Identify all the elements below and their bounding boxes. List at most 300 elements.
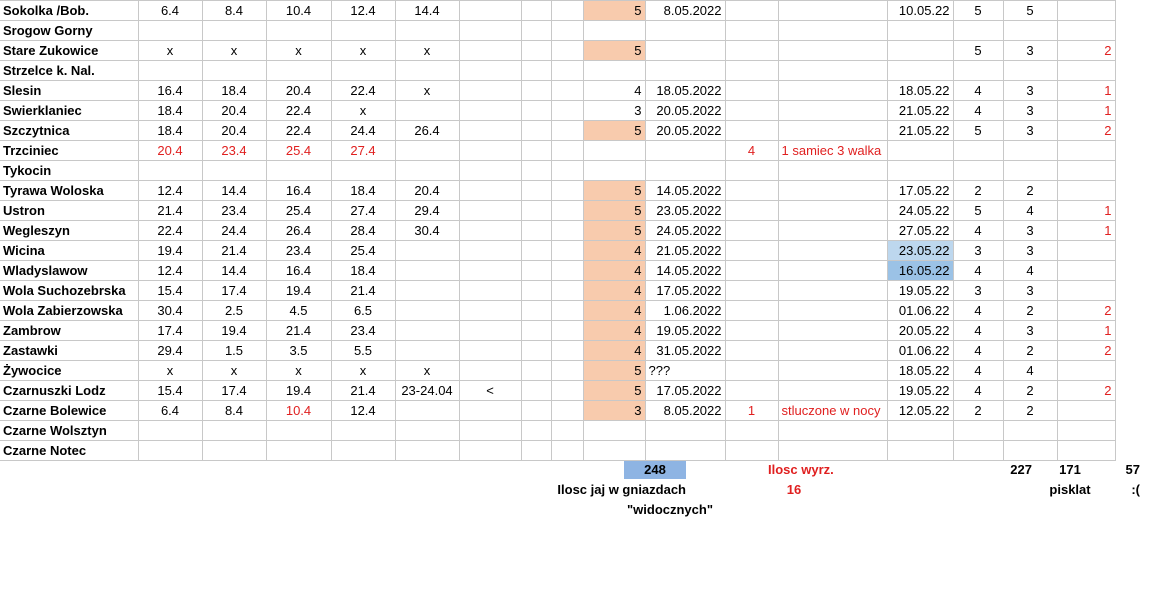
- eggs-count-cell[interactable]: 4: [583, 301, 645, 321]
- date1-cell[interactable]: [645, 141, 725, 161]
- date-cell[interactable]: 17.4: [138, 321, 202, 341]
- date-cell[interactable]: [138, 441, 202, 461]
- date-cell[interactable]: [395, 161, 459, 181]
- count-c1-cell[interactable]: 5: [953, 121, 1003, 141]
- count-cell[interactable]: [725, 361, 778, 381]
- count-c1-cell[interactable]: 3: [953, 281, 1003, 301]
- count-cell[interactable]: [725, 181, 778, 201]
- count-c2-cell[interactable]: 2: [1003, 301, 1057, 321]
- date2-cell[interactable]: [887, 21, 953, 41]
- date-cell[interactable]: [331, 161, 395, 181]
- date1-cell[interactable]: 23.05.2022: [645, 201, 725, 221]
- date-cell[interactable]: 24.4: [202, 221, 266, 241]
- date2-cell[interactable]: 01.06.22: [887, 301, 953, 321]
- eggs-count-cell[interactable]: 5: [583, 121, 645, 141]
- count-cell[interactable]: [725, 21, 778, 41]
- date-cell[interactable]: 20.4: [202, 121, 266, 141]
- note-cell[interactable]: [778, 41, 887, 61]
- date-cell[interactable]: 6.4: [138, 401, 202, 421]
- empty-cell[interactable]: [551, 81, 583, 101]
- date1-cell[interactable]: 31.05.2022: [645, 341, 725, 361]
- date-cell[interactable]: 12.4: [331, 401, 395, 421]
- date-cell[interactable]: 18.4: [331, 261, 395, 281]
- date-cell[interactable]: [459, 221, 521, 241]
- date-cell[interactable]: [395, 441, 459, 461]
- empty-cell[interactable]: [551, 61, 583, 81]
- date-cell[interactable]: [459, 301, 521, 321]
- date-cell[interactable]: [459, 341, 521, 361]
- date-cell[interactable]: [459, 261, 521, 281]
- location-name[interactable]: Wola Suchozebrska: [0, 281, 138, 301]
- count-c1-cell[interactable]: 4: [953, 261, 1003, 281]
- date-cell[interactable]: 18.4: [331, 181, 395, 201]
- date-cell[interactable]: 25.4: [266, 201, 331, 221]
- note-cell[interactable]: [778, 181, 887, 201]
- date-cell[interactable]: <: [459, 381, 521, 401]
- note-cell[interactable]: [778, 21, 887, 41]
- date-cell[interactable]: 25.4: [266, 141, 331, 161]
- date-cell[interactable]: [459, 201, 521, 221]
- eggs-count-cell[interactable]: 4: [583, 81, 645, 101]
- location-name[interactable]: Zambrow: [0, 321, 138, 341]
- date2-cell[interactable]: 18.05.22: [887, 361, 953, 381]
- date1-cell[interactable]: 17.05.2022: [645, 281, 725, 301]
- date-cell[interactable]: 8.4: [202, 1, 266, 21]
- count-cell[interactable]: [725, 161, 778, 181]
- count-cell[interactable]: [725, 341, 778, 361]
- eggs-count-cell[interactable]: 5: [583, 1, 645, 21]
- count-c1-cell[interactable]: 4: [953, 321, 1003, 341]
- location-name[interactable]: Czarnuszki Lodz: [0, 381, 138, 401]
- date-cell[interactable]: [459, 41, 521, 61]
- date-cell[interactable]: [331, 421, 395, 441]
- date-cell[interactable]: 21.4: [202, 241, 266, 261]
- location-name[interactable]: Szczytnica: [0, 121, 138, 141]
- location-name[interactable]: Ustron: [0, 201, 138, 221]
- date-cell[interactable]: 23.4: [202, 201, 266, 221]
- count-c3-cell[interactable]: [1057, 421, 1115, 441]
- date-cell[interactable]: 6.4: [138, 1, 202, 21]
- empty-cell[interactable]: [521, 341, 551, 361]
- date-cell[interactable]: 18.4: [138, 121, 202, 141]
- note-cell[interactable]: [778, 341, 887, 361]
- empty-cell[interactable]: [551, 301, 583, 321]
- date-cell[interactable]: 2.5: [202, 301, 266, 321]
- note-cell[interactable]: [778, 321, 887, 341]
- empty-cell[interactable]: [551, 21, 583, 41]
- date2-cell[interactable]: 23.05.22: [887, 241, 953, 261]
- date2-cell[interactable]: 21.05.22: [887, 101, 953, 121]
- date-cell[interactable]: [331, 61, 395, 81]
- date-cell[interactable]: 8.4: [202, 401, 266, 421]
- date2-cell[interactable]: 16.05.22: [887, 261, 953, 281]
- date-cell[interactable]: 29.4: [395, 201, 459, 221]
- location-name[interactable]: Slesin: [0, 81, 138, 101]
- date-cell[interactable]: [459, 401, 521, 421]
- date-cell[interactable]: [459, 241, 521, 261]
- count-c3-cell[interactable]: [1057, 181, 1115, 201]
- location-name[interactable]: Swierklaniec: [0, 101, 138, 121]
- date2-cell[interactable]: 10.05.22: [887, 1, 953, 21]
- date-cell[interactable]: 20.4: [138, 141, 202, 161]
- location-name[interactable]: Tyrawa Woloska: [0, 181, 138, 201]
- eggs-count-cell[interactable]: [583, 21, 645, 41]
- count-c2-cell[interactable]: [1003, 61, 1057, 81]
- count-cell[interactable]: 1: [725, 401, 778, 421]
- date-cell[interactable]: 14.4: [202, 181, 266, 201]
- date-cell[interactable]: 6.5: [331, 301, 395, 321]
- empty-cell[interactable]: [521, 101, 551, 121]
- count-c2-cell[interactable]: [1003, 141, 1057, 161]
- count-c3-cell[interactable]: 2: [1057, 121, 1115, 141]
- date1-cell[interactable]: 20.05.2022: [645, 121, 725, 141]
- date-cell[interactable]: [266, 161, 331, 181]
- date-cell[interactable]: 1.5: [202, 341, 266, 361]
- note-cell[interactable]: [778, 361, 887, 381]
- date-cell[interactable]: [202, 161, 266, 181]
- date-cell[interactable]: 5.5: [331, 341, 395, 361]
- date-cell[interactable]: 16.4: [138, 81, 202, 101]
- count-c3-cell[interactable]: [1057, 281, 1115, 301]
- empty-cell[interactable]: [521, 421, 551, 441]
- count-c2-cell[interactable]: 3: [1003, 221, 1057, 241]
- count-cell[interactable]: [725, 381, 778, 401]
- date-cell[interactable]: 23-24.04: [395, 381, 459, 401]
- empty-cell[interactable]: [521, 301, 551, 321]
- date-cell[interactable]: [138, 161, 202, 181]
- date-cell[interactable]: 23.4: [331, 321, 395, 341]
- date1-cell[interactable]: 19.05.2022: [645, 321, 725, 341]
- date1-cell[interactable]: 17.05.2022: [645, 381, 725, 401]
- date-cell[interactable]: 12.4: [138, 181, 202, 201]
- count-c1-cell[interactable]: [953, 161, 1003, 181]
- date-cell[interactable]: [138, 21, 202, 41]
- count-c2-cell[interactable]: 5: [1003, 1, 1057, 21]
- count-c3-cell[interactable]: 1: [1057, 221, 1115, 241]
- date-cell[interactable]: [459, 421, 521, 441]
- date-cell[interactable]: 19.4: [266, 281, 331, 301]
- note-cell[interactable]: [778, 381, 887, 401]
- date-cell[interactable]: [395, 421, 459, 441]
- date2-cell[interactable]: 17.05.22: [887, 181, 953, 201]
- date2-cell[interactable]: 20.05.22: [887, 321, 953, 341]
- count-c1-cell[interactable]: [953, 61, 1003, 81]
- count-c2-cell[interactable]: 3: [1003, 41, 1057, 61]
- count-c3-cell[interactable]: [1057, 361, 1115, 381]
- count-c2-cell[interactable]: 2: [1003, 341, 1057, 361]
- date2-cell[interactable]: 27.05.22: [887, 221, 953, 241]
- count-c3-cell[interactable]: [1057, 61, 1115, 81]
- empty-cell[interactable]: [551, 381, 583, 401]
- date2-cell[interactable]: 12.05.22: [887, 401, 953, 421]
- count-c2-cell[interactable]: 3: [1003, 81, 1057, 101]
- date-cell[interactable]: [395, 261, 459, 281]
- date2-cell[interactable]: [887, 61, 953, 81]
- count-cell[interactable]: [725, 281, 778, 301]
- note-cell[interactable]: [778, 61, 887, 81]
- date-cell[interactable]: [266, 441, 331, 461]
- count-c2-cell[interactable]: [1003, 21, 1057, 41]
- date-cell[interactable]: [395, 301, 459, 321]
- date-cell[interactable]: [459, 361, 521, 381]
- date2-cell[interactable]: [887, 421, 953, 441]
- date-cell[interactable]: [395, 101, 459, 121]
- date-cell[interactable]: [459, 281, 521, 301]
- count-c2-cell[interactable]: [1003, 421, 1057, 441]
- count-c1-cell[interactable]: 4: [953, 221, 1003, 241]
- eggs-count-cell[interactable]: [583, 161, 645, 181]
- count-c3-cell[interactable]: 2: [1057, 341, 1115, 361]
- count-cell[interactable]: [725, 301, 778, 321]
- date-cell[interactable]: 25.4: [331, 241, 395, 261]
- date1-cell[interactable]: ???: [645, 361, 725, 381]
- date-cell[interactable]: [395, 141, 459, 161]
- date-cell[interactable]: 18.4: [138, 101, 202, 121]
- count-c3-cell[interactable]: [1057, 161, 1115, 181]
- date-cell[interactable]: [266, 21, 331, 41]
- date-cell[interactable]: [459, 21, 521, 41]
- date-cell[interactable]: 19.4: [202, 321, 266, 341]
- empty-cell[interactable]: [551, 441, 583, 461]
- eggs-count-cell[interactable]: 5: [583, 181, 645, 201]
- date-cell[interactable]: [459, 1, 521, 21]
- date-cell[interactable]: 22.4: [138, 221, 202, 241]
- empty-cell[interactable]: [521, 141, 551, 161]
- empty-cell[interactable]: [521, 321, 551, 341]
- date-cell[interactable]: x: [266, 41, 331, 61]
- note-cell[interactable]: [778, 261, 887, 281]
- date-cell[interactable]: 27.4: [331, 141, 395, 161]
- count-cell[interactable]: [725, 61, 778, 81]
- count-c3-cell[interactable]: 2: [1057, 301, 1115, 321]
- note-cell[interactable]: [778, 421, 887, 441]
- date-cell[interactable]: 26.4: [266, 221, 331, 241]
- empty-cell[interactable]: [551, 421, 583, 441]
- count-c3-cell[interactable]: [1057, 441, 1115, 461]
- note-cell[interactable]: [778, 121, 887, 141]
- eggs-count-cell[interactable]: [583, 441, 645, 461]
- location-name[interactable]: Wicina: [0, 241, 138, 261]
- date-cell[interactable]: 22.4: [266, 101, 331, 121]
- date-cell[interactable]: 18.4: [202, 81, 266, 101]
- count-c1-cell[interactable]: [953, 421, 1003, 441]
- count-cell[interactable]: [725, 41, 778, 61]
- empty-cell[interactable]: [551, 361, 583, 381]
- note-cell[interactable]: [778, 201, 887, 221]
- date-cell[interactable]: 16.4: [266, 261, 331, 281]
- count-cell[interactable]: [725, 201, 778, 221]
- eggs-count-cell[interactable]: 5: [583, 201, 645, 221]
- date-cell[interactable]: 26.4: [395, 121, 459, 141]
- date-cell[interactable]: [202, 441, 266, 461]
- date-cell[interactable]: 27.4: [331, 201, 395, 221]
- empty-cell[interactable]: [521, 1, 551, 21]
- date-cell[interactable]: x: [331, 361, 395, 381]
- count-c1-cell[interactable]: 5: [953, 201, 1003, 221]
- count-c1-cell[interactable]: 4: [953, 101, 1003, 121]
- count-c2-cell[interactable]: 4: [1003, 201, 1057, 221]
- empty-cell[interactable]: [521, 281, 551, 301]
- note-cell[interactable]: [778, 101, 887, 121]
- date-cell[interactable]: 30.4: [395, 221, 459, 241]
- count-c1-cell[interactable]: 4: [953, 381, 1003, 401]
- date-cell[interactable]: 29.4: [138, 341, 202, 361]
- empty-cell[interactable]: [551, 221, 583, 241]
- date-cell[interactable]: [459, 101, 521, 121]
- date1-cell[interactable]: 20.05.2022: [645, 101, 725, 121]
- empty-cell[interactable]: [551, 161, 583, 181]
- date-cell[interactable]: [266, 421, 331, 441]
- eggs-count-cell[interactable]: 4: [583, 281, 645, 301]
- date1-cell[interactable]: 24.05.2022: [645, 221, 725, 241]
- count-c3-cell[interactable]: 1: [1057, 81, 1115, 101]
- empty-cell[interactable]: [521, 41, 551, 61]
- eggs-count-cell[interactable]: 4: [583, 241, 645, 261]
- count-c1-cell[interactable]: 5: [953, 41, 1003, 61]
- empty-cell[interactable]: [521, 261, 551, 281]
- note-cell[interactable]: stluczone w nocy: [778, 401, 887, 421]
- date-cell[interactable]: 21.4: [331, 281, 395, 301]
- date1-cell[interactable]: 14.05.2022: [645, 261, 725, 281]
- date2-cell[interactable]: [887, 441, 953, 461]
- count-cell[interactable]: 4: [725, 141, 778, 161]
- count-c3-cell[interactable]: 2: [1057, 381, 1115, 401]
- note-cell[interactable]: [778, 301, 887, 321]
- date-cell[interactable]: 21.4: [266, 321, 331, 341]
- date1-cell[interactable]: [645, 21, 725, 41]
- date1-cell[interactable]: 8.05.2022: [645, 401, 725, 421]
- note-cell[interactable]: [778, 161, 887, 181]
- note-cell[interactable]: 1 samiec 3 walka: [778, 141, 887, 161]
- count-c2-cell[interactable]: [1003, 441, 1057, 461]
- empty-cell[interactable]: [521, 121, 551, 141]
- date-cell[interactable]: x: [395, 81, 459, 101]
- date-cell[interactable]: 4.5: [266, 301, 331, 321]
- date-cell[interactable]: [459, 141, 521, 161]
- count-c1-cell[interactable]: 4: [953, 81, 1003, 101]
- empty-cell[interactable]: [551, 241, 583, 261]
- count-cell[interactable]: [725, 261, 778, 281]
- date2-cell[interactable]: 21.05.22: [887, 121, 953, 141]
- eggs-count-cell[interactable]: 5: [583, 381, 645, 401]
- note-cell[interactable]: [778, 241, 887, 261]
- date-cell[interactable]: 20.4: [266, 81, 331, 101]
- date-cell[interactable]: 28.4: [331, 221, 395, 241]
- date-cell[interactable]: [395, 61, 459, 81]
- count-cell[interactable]: [725, 321, 778, 341]
- count-c3-cell[interactable]: [1057, 401, 1115, 421]
- date-cell[interactable]: 16.4: [266, 181, 331, 201]
- empty-cell[interactable]: [521, 181, 551, 201]
- date1-cell[interactable]: [645, 161, 725, 181]
- date-cell[interactable]: [459, 441, 521, 461]
- date2-cell[interactable]: [887, 141, 953, 161]
- empty-cell[interactable]: [521, 381, 551, 401]
- count-cell[interactable]: [725, 1, 778, 21]
- location-name[interactable]: Czarne Bolewice: [0, 401, 138, 421]
- empty-cell[interactable]: [521, 401, 551, 421]
- date2-cell[interactable]: 01.06.22: [887, 341, 953, 361]
- date-cell[interactable]: x: [202, 361, 266, 381]
- date-cell[interactable]: [395, 321, 459, 341]
- date2-cell[interactable]: 18.05.22: [887, 81, 953, 101]
- count-c1-cell[interactable]: 5: [953, 1, 1003, 21]
- count-c2-cell[interactable]: 4: [1003, 261, 1057, 281]
- eggs-count-cell[interactable]: 3: [583, 101, 645, 121]
- eggs-count-cell[interactable]: [583, 421, 645, 441]
- eggs-count-cell[interactable]: [583, 141, 645, 161]
- count-c1-cell[interactable]: 4: [953, 341, 1003, 361]
- count-c1-cell[interactable]: [953, 21, 1003, 41]
- date-cell[interactable]: [138, 61, 202, 81]
- date-cell[interactable]: 17.4: [202, 381, 266, 401]
- date-cell[interactable]: x: [331, 41, 395, 61]
- date-cell[interactable]: 15.4: [138, 281, 202, 301]
- count-c2-cell[interactable]: 2: [1003, 181, 1057, 201]
- empty-cell[interactable]: [521, 21, 551, 41]
- count-cell[interactable]: [725, 121, 778, 141]
- empty-cell[interactable]: [551, 1, 583, 21]
- date2-cell[interactable]: 24.05.22: [887, 201, 953, 221]
- empty-cell[interactable]: [521, 161, 551, 181]
- count-c3-cell[interactable]: 1: [1057, 201, 1115, 221]
- date-cell[interactable]: x: [138, 41, 202, 61]
- count-c2-cell[interactable]: 3: [1003, 281, 1057, 301]
- date-cell[interactable]: [138, 421, 202, 441]
- date2-cell[interactable]: 19.05.22: [887, 381, 953, 401]
- empty-cell[interactable]: [521, 441, 551, 461]
- date-cell[interactable]: 22.4: [266, 121, 331, 141]
- note-cell[interactable]: [778, 221, 887, 241]
- date-cell[interactable]: 10.4: [266, 1, 331, 21]
- empty-cell[interactable]: [521, 81, 551, 101]
- empty-cell[interactable]: [551, 261, 583, 281]
- empty-cell[interactable]: [551, 121, 583, 141]
- count-c2-cell[interactable]: 3: [1003, 101, 1057, 121]
- date-cell[interactable]: 24.4: [331, 121, 395, 141]
- count-c3-cell[interactable]: [1057, 261, 1115, 281]
- date-cell[interactable]: 22.4: [331, 81, 395, 101]
- date1-cell[interactable]: [645, 41, 725, 61]
- date-cell[interactable]: 3.5: [266, 341, 331, 361]
- count-c1-cell[interactable]: 4: [953, 301, 1003, 321]
- count-c3-cell[interactable]: [1057, 241, 1115, 261]
- date-cell[interactable]: [459, 321, 521, 341]
- eggs-count-cell[interactable]: 4: [583, 321, 645, 341]
- date-cell[interactable]: x: [331, 101, 395, 121]
- date-cell[interactable]: 15.4: [138, 381, 202, 401]
- empty-cell[interactable]: [551, 341, 583, 361]
- count-c3-cell[interactable]: [1057, 1, 1115, 21]
- location-name[interactable]: Czarne Notec: [0, 441, 138, 461]
- date2-cell[interactable]: 19.05.22: [887, 281, 953, 301]
- location-name[interactable]: Wladyslawow: [0, 261, 138, 281]
- date-cell[interactable]: [202, 421, 266, 441]
- date-cell[interactable]: [395, 341, 459, 361]
- date-cell[interactable]: x: [395, 361, 459, 381]
- count-c1-cell[interactable]: [953, 441, 1003, 461]
- date-cell[interactable]: 12.4: [331, 1, 395, 21]
- date-cell[interactable]: [331, 441, 395, 461]
- date-cell[interactable]: 12.4: [138, 261, 202, 281]
- date-cell[interactable]: [459, 61, 521, 81]
- date-cell[interactable]: 20.4: [202, 101, 266, 121]
- empty-cell[interactable]: [551, 41, 583, 61]
- location-name[interactable]: Srogow Gorny: [0, 21, 138, 41]
- location-name[interactable]: Tykocin: [0, 161, 138, 181]
- empty-cell[interactable]: [551, 201, 583, 221]
- date-cell[interactable]: 23.4: [266, 241, 331, 261]
